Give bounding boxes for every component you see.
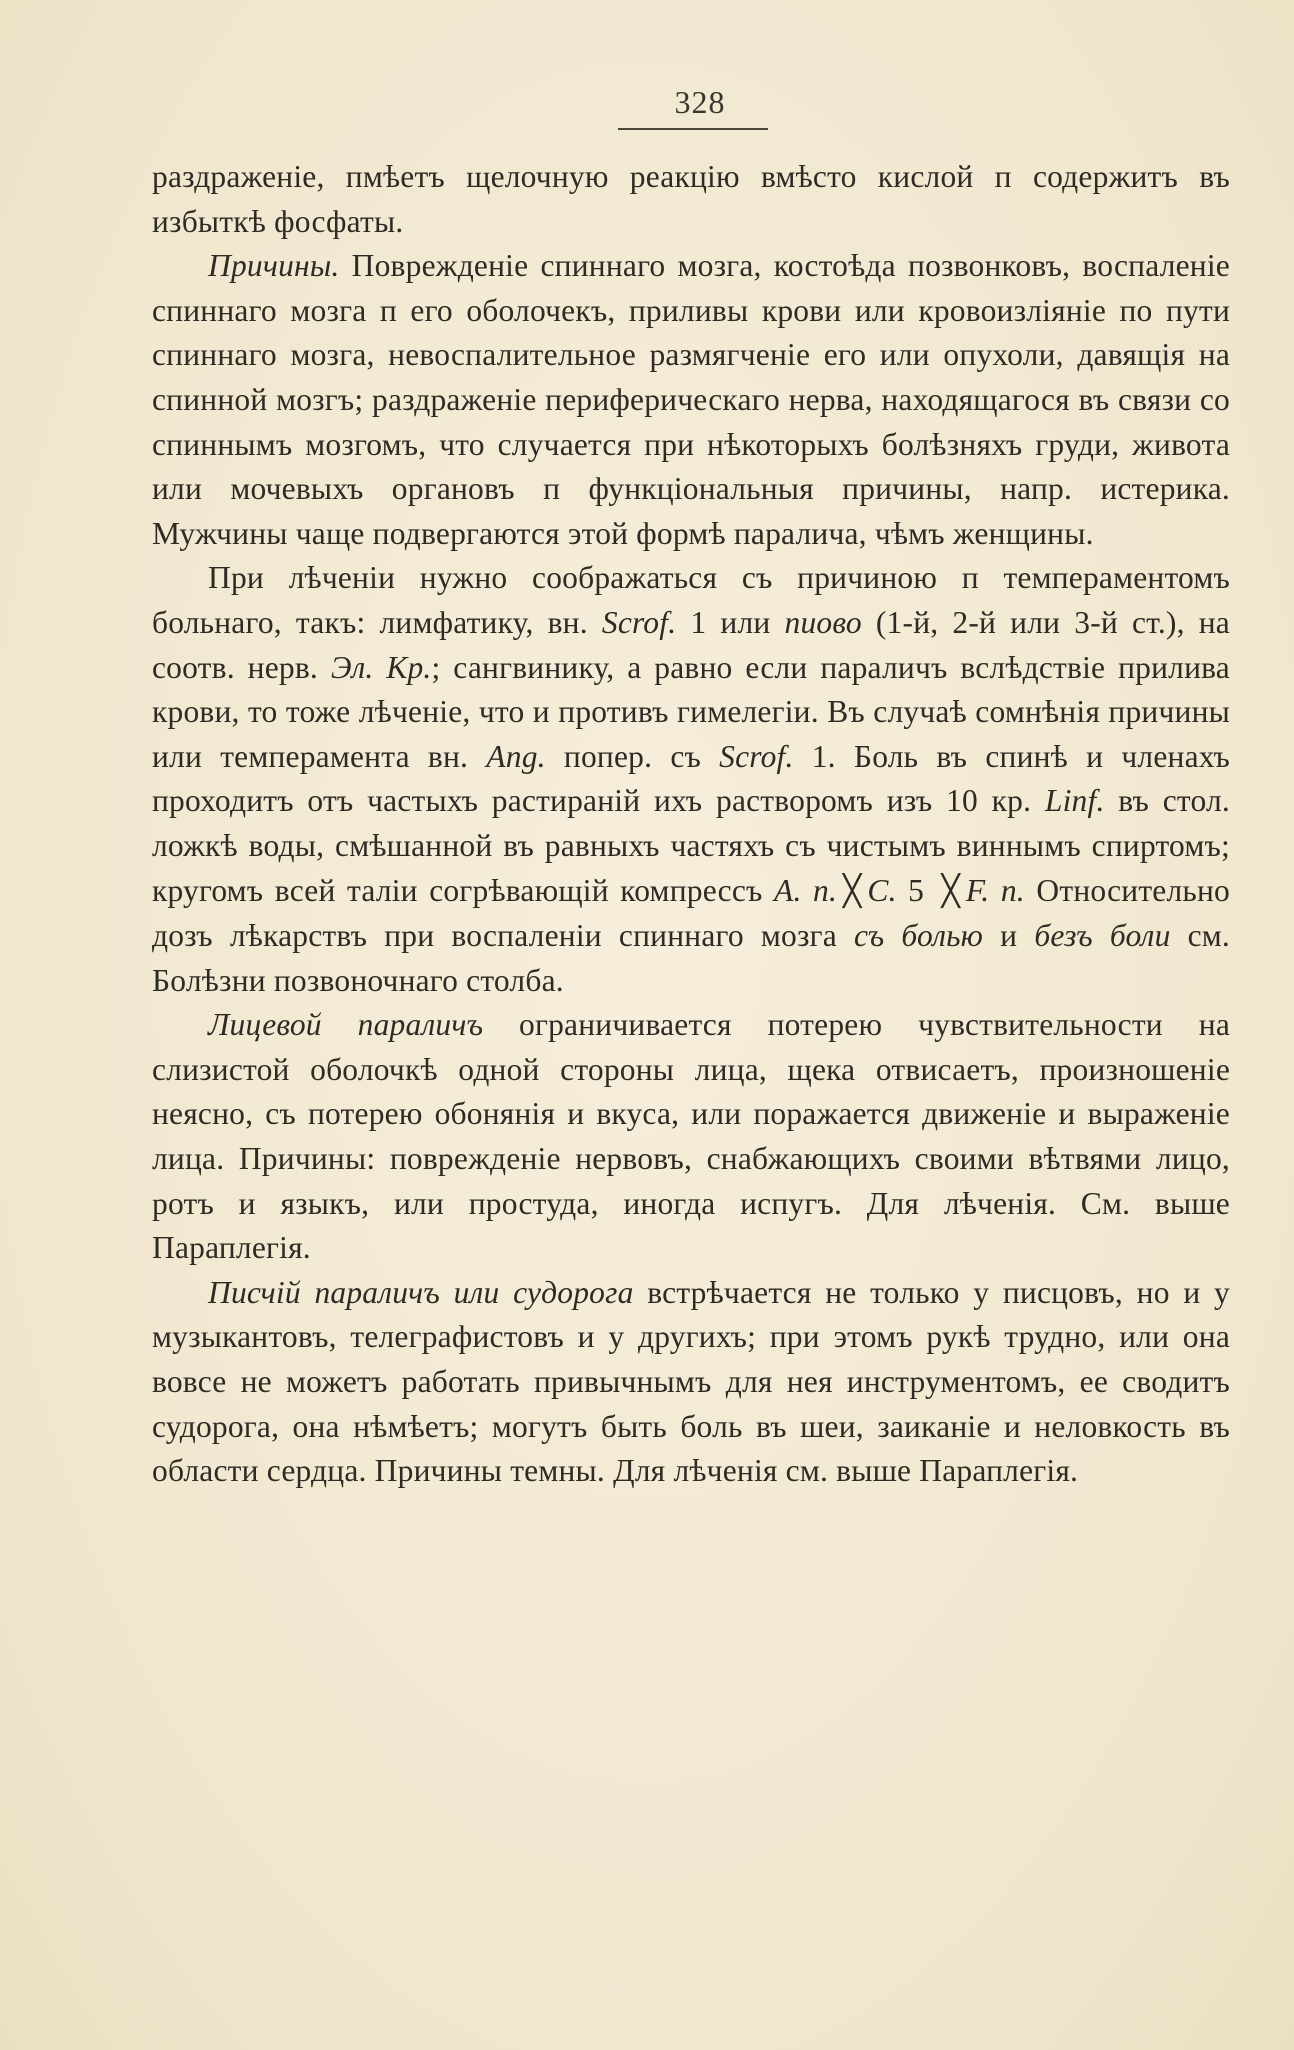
remedy-name: Эл. Кр.	[330, 649, 432, 685]
text-run: попер. съ	[545, 738, 720, 774]
paragraph-continuation	[152, 155, 1230, 244]
page-body	[152, 155, 1230, 1494]
paragraph-text: Поврежденіе спиннаго мозга, костоѣда позвонковъ, воспаленіе спиннаго мозга п его оболочекъ, приливы крови или кровоизліяніе по пути спиннаго мозга, невоспалительное размягченіе его или опухоли, давящія на спинной мозгъ; раздраженіе периферическаго нерва, находящагося въ связи со спиннымъ мозгомъ, что случается при нѣкоторыхъ болѣзняхъ груди, живота или мочевыхъ органовъ п функціональныя причины, напр. истерика. Мужчины чаще подвергаются этой формѣ паралича, чѣмъ женщины.	[152, 248, 1230, 551]
text-run: При лѣченіи нужно соображаться съ причиною п темпераментомъ больнаго, такъ: лимфатику, вн.	[152, 560, 1230, 640]
text-run: и	[983, 918, 1035, 954]
paragraph-treatment	[152, 556, 1230, 1003]
text-run: 5	[896, 872, 936, 908]
text-run: въ стол. ложкѣ воды, смѣшанной въ равныхъ частяхъ съ чистымъ виннымъ спиртомъ; кругомъ всей таліи согрѣвающій компрессъ	[152, 783, 1230, 908]
paragraph-lead: Лицевой параличъ	[208, 1007, 484, 1043]
paragraph-lead: Причины.	[208, 248, 340, 284]
paragraph-text: встрѣчается не только у писцовъ, но и у музыкантовъ, телеграфистовъ и у другихъ; при этомъ рукѣ трудно, или она вовсе не можетъ работать привычнымъ для нея инструментомъ, ее сводитъ судорога, она нѣмѣетъ; могутъ быть боль въ шеи, заиканіе и неловкость въ области сердца. Причины темны. Для лѣченія см. выше Параплегія.	[152, 1274, 1230, 1489]
remedy-name: C.	[867, 872, 897, 908]
paragraph-facial-paralysis	[152, 1003, 1230, 1271]
paragraph-lead: Писчій параличъ или судорога	[208, 1274, 634, 1310]
combination-cross-icon: ╳	[843, 873, 862, 909]
text-run: ; сангвинику, а равно если параличъ вслѣдствіе прилива крови, то тоже лѣченіе, что и противъ гимелегіи. Въ случаѣ сомнѣнія причины или темперамента вн.	[152, 649, 1230, 774]
paragraph-text: раздраженіе, пмѣетъ щелочную реакцію вмѣсто кислой п содержитъ въ избыткѣ фосфаты.	[152, 159, 1230, 239]
emphasis: безъ боли	[1034, 918, 1171, 954]
paragraph-causes	[152, 244, 1230, 556]
remedy-name: Scrof.	[601, 604, 677, 640]
page-number: 328	[674, 84, 726, 120]
emphasis: съ болью	[854, 918, 984, 954]
combination-cross-icon: ╳	[941, 873, 960, 909]
remedy-name: Scrof.	[719, 738, 794, 774]
page-number-rule	[618, 128, 768, 130]
text-run: см. Болѣзни позвоночнаго столба.	[152, 918, 1231, 998]
text-run: Относительно дозъ лѣкарствъ при воспаленіи спиннаго мозга	[152, 872, 1230, 954]
remedy-name: Ang.	[486, 738, 546, 774]
remedy-name: A. n.	[774, 872, 838, 908]
paragraph-writers-cramp	[152, 1271, 1230, 1494]
text-run: 1 или	[676, 604, 785, 640]
text-run: 1. Боль въ спинѣ и членахъ проходитъ отъ частыхъ растираній ихъ растворомъ изъ 10 кр.	[152, 738, 1230, 819]
remedy-name: F. n.	[965, 872, 1025, 908]
paragraph-text: ограничивается потерею чувствительности на слизистой оболочкѣ одной стороны лица, щека отвисаетъ, произношеніе неясно, съ потерею обонянія и вкуса, или поражается движеніе и выраженіе лица. Причины: поврежденіе нервовъ, снабжающихъ своими вѣтвями лицо, ротъ и языкъ, или простуда, иногда испугъ. Для лѣченія. См. выше Параплегія.	[152, 1007, 1230, 1266]
remedy-name: пиово	[784, 604, 862, 640]
remedy-name: Linf.	[1044, 783, 1105, 819]
text-run: (1-й, 2-й или 3-й ст.), на соотв. нерв.	[152, 604, 1230, 685]
